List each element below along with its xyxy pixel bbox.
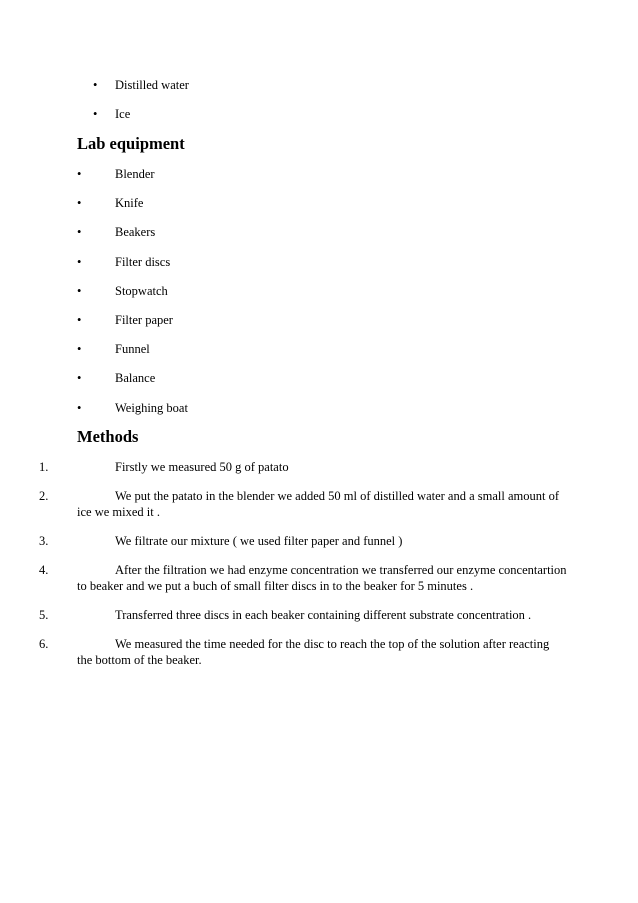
list-item-label: Blender	[115, 167, 155, 181]
bullet: •	[77, 225, 82, 240]
bullet: •	[77, 283, 82, 298]
method-step	[39, 607, 567, 623]
list-item	[77, 224, 188, 253]
list-item	[78, 77, 189, 106]
list-item-label: Filter paper	[115, 312, 173, 327]
step-text: After the filtration we had enzyme concentration we transferred our enzyme concentartion to beaker and we put a buch of small filter discs in to the beaker for 5 minutes .	[77, 563, 567, 593]
step-number: 6.	[39, 637, 49, 651]
list-item-label: Ice	[115, 107, 131, 121]
lab-equipment-heading: Lab equipment	[77, 134, 185, 153]
list-item	[77, 283, 188, 312]
list-item-label: Stopwatch	[115, 283, 168, 298]
list-item-label: Filter discs	[115, 254, 171, 269]
list-item	[77, 166, 188, 195]
bullet: •	[93, 78, 98, 92]
bullet: •	[77, 254, 82, 269]
ingredients-list	[78, 77, 189, 135]
bullet: •	[93, 107, 98, 121]
step-number: 4.	[39, 563, 49, 577]
bullet: •	[77, 342, 82, 357]
list-item-label: Knife	[115, 196, 144, 211]
method-step	[39, 562, 567, 594]
bullet: •	[77, 196, 82, 211]
method-step	[39, 459, 567, 475]
bullet: •	[77, 400, 82, 415]
step-number: 5.	[39, 608, 49, 622]
list-item	[77, 195, 188, 224]
list-item-label: Funnel	[115, 342, 150, 357]
step-text: We measured the time needed for the disc to reach the top of the solution after reacting the bottom of the beaker.	[77, 637, 550, 667]
list-item	[77, 400, 188, 429]
bullet: •	[77, 312, 82, 327]
lab-equipment-list	[77, 166, 188, 429]
method-step	[39, 636, 567, 668]
step-number: 2.	[39, 489, 49, 503]
step-text: We put the patato in the blender we added 50 ml of distilled water and a small amount of ice we mixed it .	[77, 489, 560, 519]
list-item-label: Distilled water	[115, 78, 189, 92]
step-number: 3.	[39, 534, 49, 548]
list-item-label: Weighing boat	[115, 400, 188, 415]
step-text: Transferred three discs in each beaker containing different substrate concentration .	[115, 608, 532, 622]
method-step	[39, 533, 567, 549]
methods-list	[39, 459, 567, 681]
bullet: •	[77, 167, 82, 181]
method-step	[39, 488, 567, 520]
step-text: We filtrate our mixture ( we used filter paper and funnel )	[115, 534, 403, 548]
list-item	[77, 370, 188, 399]
list-item	[77, 312, 188, 341]
list-item-label: Beakers	[115, 225, 156, 240]
methods-heading: Methods	[77, 427, 139, 446]
list-item-label: Balance	[115, 371, 156, 386]
list-item	[78, 106, 189, 135]
step-number: 1.	[39, 460, 49, 474]
list-item	[77, 254, 188, 283]
list-item	[77, 341, 188, 370]
step-text: Firstly we measured 50 g of patato	[115, 460, 289, 474]
bullet: •	[77, 371, 82, 386]
